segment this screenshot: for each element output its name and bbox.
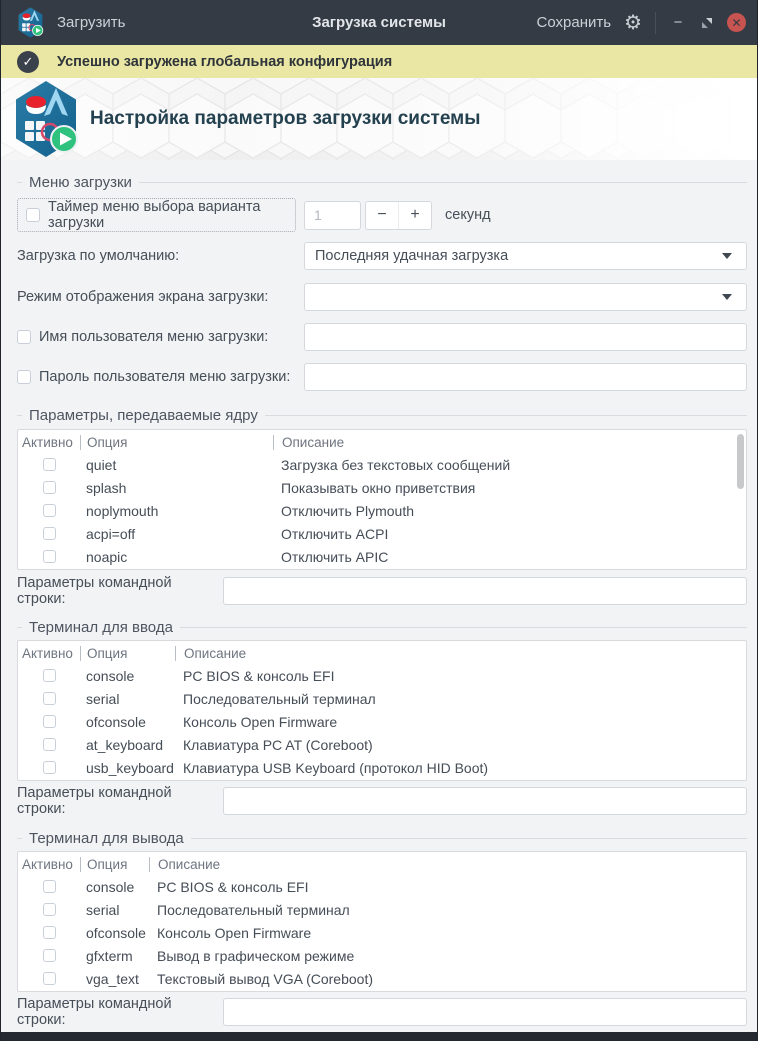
legend-text: Меню загрузки: [29, 173, 132, 191]
timer-checkbox[interactable]: [26, 208, 40, 222]
default-boot-label: Загрузка по умолчанию:: [17, 248, 180, 264]
password-checkbox[interactable]: [17, 370, 31, 384]
row-active-checkbox[interactable]: [43, 527, 56, 540]
row-active-checkbox[interactable]: [43, 669, 56, 682]
restore-button[interactable]: [700, 16, 714, 30]
status-banner: [1, 45, 757, 78]
description-cell: Отключить Plymouth: [281, 502, 415, 519]
titlebar-separator: [655, 12, 656, 34]
option-cell: console: [86, 667, 135, 684]
section-legend-boot-menu: [17, 172, 747, 192]
success-check-icon: ✓: [17, 51, 39, 73]
column-header-2[interactable]: Описание: [175, 646, 746, 661]
column-header-1[interactable]: Опция: [80, 646, 175, 661]
description-cell: Консоль Open Firmware: [157, 924, 312, 941]
option-cell: quiet: [86, 456, 117, 473]
cmdline-label: Параметры командной строки:: [17, 574, 172, 607]
table-row[interactable]: [18, 921, 746, 944]
kernel-cmdline-input[interactable]: [223, 577, 747, 605]
table-row[interactable]: [18, 875, 746, 898]
settings-gear-icon[interactable]: ⚙: [624, 11, 642, 34]
row-active-checkbox[interactable]: [43, 761, 56, 774]
timer-unit-label: секунд: [445, 207, 491, 223]
section-legend-output-terminal: [17, 828, 747, 848]
cmdline-label: Параметры командной строки:: [17, 784, 172, 817]
default-boot-row: [17, 242, 747, 270]
default-boot-dropdown[interactable]: [304, 242, 747, 270]
row-active-checkbox[interactable]: [43, 550, 56, 563]
row-active-checkbox[interactable]: [43, 504, 56, 517]
table-row[interactable]: [18, 499, 746, 522]
legend-text: Параметры, передаваемые ядру: [29, 406, 258, 424]
table-row[interactable]: [18, 453, 746, 476]
chevron-down-icon: [722, 253, 732, 259]
row-active-checkbox[interactable]: [43, 880, 56, 893]
option-cell: serial: [86, 690, 120, 707]
table-row[interactable]: [18, 710, 746, 733]
timer-stepper: [365, 201, 432, 230]
chevron-down-icon: [722, 294, 732, 300]
password-row: [17, 363, 747, 391]
stepper-minus-button[interactable]: −: [377, 206, 387, 223]
kernel-cmdline-row: [17, 576, 747, 605]
output-terminal-table: [17, 851, 747, 992]
description-cell: Загрузка без текстовых сообщений: [281, 456, 511, 473]
input-cmdline-row: [17, 786, 747, 815]
input-terminal-cmdline-input[interactable]: [223, 787, 747, 815]
load-button[interactable]: Загрузить: [57, 14, 126, 31]
output-cmdline-row: [17, 997, 747, 1026]
option-cell: splash: [86, 479, 127, 496]
timer-label: Таймер меню выбора варианта загрузки: [48, 199, 261, 231]
app-logo-icon: [17, 7, 44, 38]
row-active-checkbox[interactable]: [43, 458, 56, 471]
option-cell: noapic: [86, 548, 128, 565]
window-bottom-edge: [1, 1032, 757, 1041]
row-active-checkbox[interactable]: [43, 903, 56, 916]
column-header-0[interactable]: Активно: [22, 646, 73, 661]
username-checkbox[interactable]: [17, 330, 31, 344]
description-cell: Текстовый вывод VGA (Coreboot): [157, 970, 374, 987]
description-cell: Отключить ACPI: [281, 525, 389, 542]
option-cell: at_keyboard: [86, 736, 164, 753]
row-active-checkbox[interactable]: [43, 715, 56, 728]
timer-checkbox-group[interactable]: [17, 198, 296, 232]
option-cell: console: [86, 878, 135, 895]
legend-text: Терминал для ввода: [29, 618, 173, 636]
password-label: Пароль пользователя меню загрузки:: [39, 369, 291, 385]
timer-row: [17, 198, 747, 232]
input-terminal-table: [17, 640, 747, 781]
row-active-checkbox[interactable]: [43, 692, 56, 705]
default-boot-value: Последняя удачная загрузка: [315, 248, 509, 264]
option-cell: ofconsole: [86, 713, 146, 730]
table-row[interactable]: [18, 687, 746, 710]
option-cell: vga_text: [86, 970, 139, 987]
cmdline-label: Параметры командной строки:: [17, 995, 172, 1028]
table-row[interactable]: [18, 664, 746, 687]
column-header-1[interactable]: Опция: [80, 435, 273, 450]
username-label: Имя пользователя меню загрузки:: [39, 329, 269, 345]
description-cell: Показывать окно приветствия: [281, 479, 476, 496]
output-terminal-cmdline-input[interactable]: [223, 998, 747, 1026]
section-legend-input-terminal: [17, 617, 747, 637]
close-button[interactable]: ✕: [727, 13, 746, 32]
description-cell: Вывод в графическом режиме: [157, 947, 355, 964]
table-row[interactable]: [18, 967, 746, 990]
description-cell: PC BIOS & консоль EFI: [157, 878, 309, 895]
table-row[interactable]: [18, 944, 746, 967]
display-mode-row: [17, 283, 747, 311]
row-active-checkbox[interactable]: [43, 972, 56, 985]
column-header-0[interactable]: Активно: [22, 435, 73, 450]
display-mode-dropdown[interactable]: [304, 283, 747, 311]
description-cell: Последовательный терминал: [157, 901, 350, 918]
username-input[interactable]: [304, 323, 747, 351]
save-button[interactable]: Сохранить: [536, 14, 612, 31]
display-mode-label: Режим отображения экрана загрузки:: [17, 289, 269, 305]
table-row[interactable]: [18, 545, 746, 568]
table-row[interactable]: [18, 522, 746, 545]
username-row: [17, 323, 747, 351]
status-message: Успешно загружена глобальная конфигурация: [57, 53, 393, 70]
window-title: Загрузка системы: [312, 14, 446, 31]
description-cell: Отключить APIC: [281, 548, 389, 565]
timer-value-input[interactable]: [304, 201, 361, 230]
column-header-2[interactable]: Описание: [149, 857, 746, 872]
page-header: [1, 78, 757, 160]
table-row[interactable]: [18, 733, 746, 756]
option-cell: noplymouth: [86, 502, 159, 519]
option-cell: gfxterm: [86, 947, 133, 964]
titlebar: [1, 0, 757, 45]
option-cell: usb_keyboard: [86, 759, 174, 776]
description-cell: Клавиатура USB Keyboard (протокол HID Boot): [183, 759, 489, 776]
legend-text: Терминал для вывода: [29, 829, 184, 847]
app-logo-large: [11, 80, 81, 158]
option-cell: acpi=off: [86, 525, 136, 542]
password-input[interactable]: [304, 363, 747, 391]
page-title: Настройка параметров загрузки системы: [90, 108, 481, 129]
row-active-checkbox[interactable]: [43, 926, 56, 939]
table-row[interactable]: [18, 476, 746, 499]
table-row[interactable]: [18, 756, 746, 779]
section-legend-kernel-params: [17, 405, 747, 425]
kernel-params-table: [17, 429, 747, 570]
row-active-checkbox[interactable]: [43, 738, 56, 751]
description-cell: Последовательный терминал: [183, 690, 376, 707]
table-scrollbar[interactable]: [737, 434, 744, 489]
main-content: [1, 172, 757, 1026]
column-header-1[interactable]: Опция: [80, 857, 149, 872]
row-active-checkbox[interactable]: [43, 481, 56, 494]
description-cell: Клавиатура PC AT (Coreboot): [183, 736, 373, 753]
column-header-2[interactable]: Описание: [273, 435, 746, 450]
row-active-checkbox[interactable]: [43, 949, 56, 962]
option-cell: serial: [86, 901, 120, 918]
minimize-button[interactable]: −: [673, 14, 683, 31]
description-cell: PC BIOS & консоль EFI: [183, 667, 335, 684]
column-header-0[interactable]: Активно: [22, 857, 73, 872]
table-row[interactable]: [18, 898, 746, 921]
stepper-plus-button[interactable]: +: [410, 206, 420, 223]
option-cell: ofconsole: [86, 924, 146, 941]
description-cell: Консоль Open Firmware: [183, 713, 338, 730]
